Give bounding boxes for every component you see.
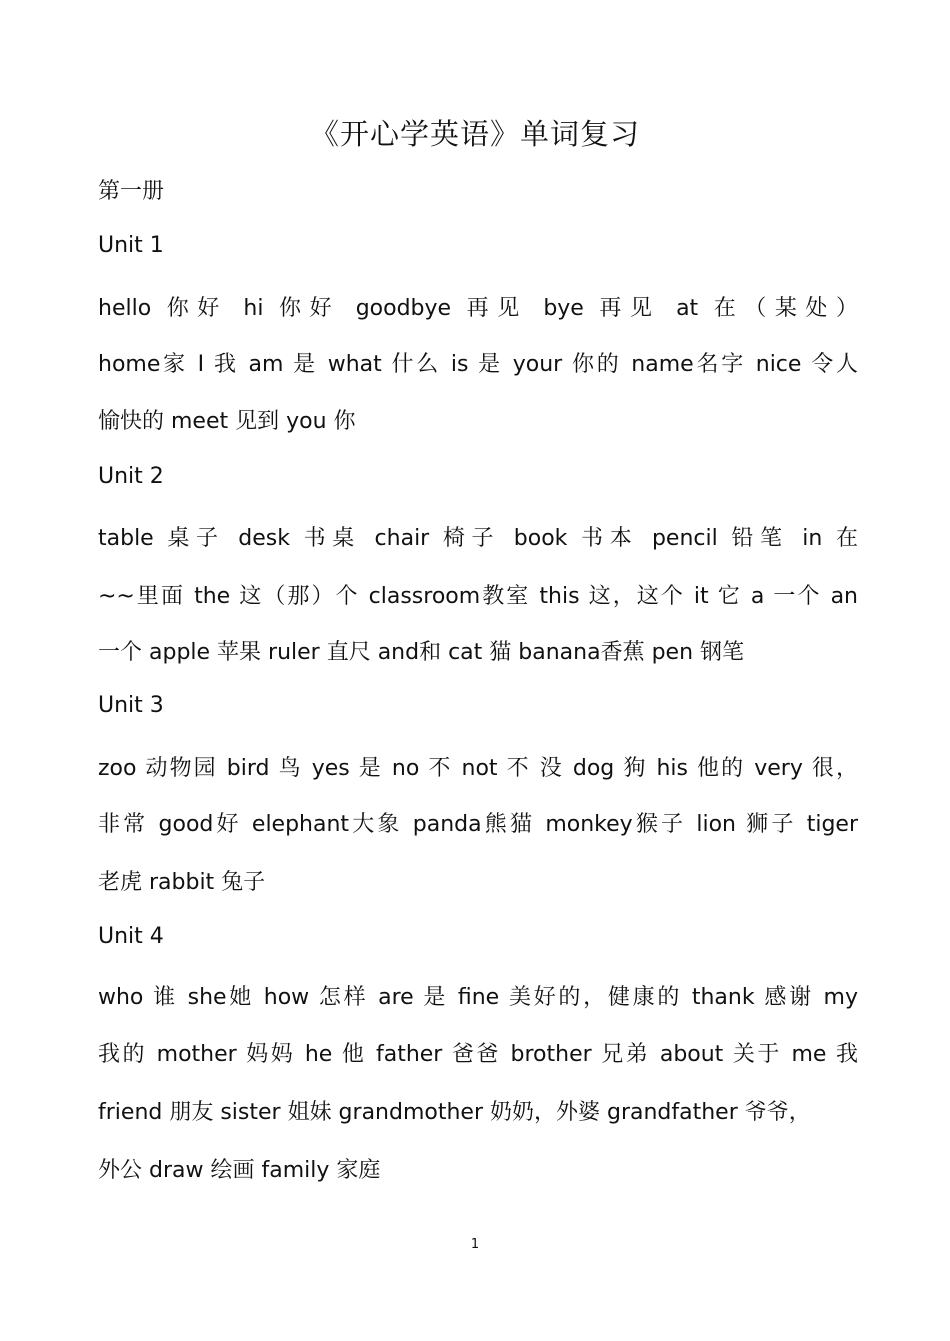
vocab-line: zoo 动物园 bird 鸟 yes 是 no 不 not 不 没 dog 狗 his 他的 very 很， xyxy=(98,756,858,781)
vocab-line: home家 I 我 am 是 what 什么 is 是 your 你的 name名字 nice 令人 xyxy=(98,352,858,377)
vocab-line: 老虎 rabbit 兔子 xyxy=(98,870,266,895)
vocab-line: 外公 draw 绘画 family 家庭 xyxy=(98,1158,381,1183)
volume-heading: 第一册 xyxy=(98,179,165,204)
unit-heading: Unit 1 xyxy=(98,233,164,258)
unit-heading: Unit 3 xyxy=(98,693,164,718)
page-number: 1 xyxy=(470,1237,480,1252)
vocab-line: 非常 good好 elephant大象 panda熊猫 monkey猴子 lion 狮子 tiger xyxy=(98,812,858,837)
vocab-line: 愉快的 meet 见到 you 你 xyxy=(98,409,356,434)
vocab-line: friend 朋友 sister 姐妹 grandmother 奶奶，外婆 grandfather 爷爷， xyxy=(98,1100,811,1125)
vocab-line: who 谁 she她 how 怎样 are 是 fine 美好的，健康的 thank 感谢 my xyxy=(98,985,858,1010)
unit-heading: Unit 2 xyxy=(98,464,164,489)
vocab-line: 我的 mother 妈妈 he 他 father 爸爸 brother 兄弟 about 关于 me 我 xyxy=(98,1042,858,1067)
vocab-line: table 桌子 desk 书桌 chair 椅子 book 书本 pencil 铅笔 in 在 xyxy=(98,526,858,551)
vocab-line: hello 你好 hi 你好 goodbye 再见 bye 再见 at 在（某处） xyxy=(98,296,858,321)
vocab-line: ~~里面 the 这（那）个 classroom教室 this 这，这个 it 它 a 一个 an xyxy=(98,584,858,609)
document-title: 《开心学英语》单词复习 xyxy=(309,117,640,151)
vocab-line: 一个 apple 苹果 ruler 直尺 and和 cat 猫 banana香蕉 pen 钢笔 xyxy=(98,640,745,665)
unit-heading: Unit 4 xyxy=(98,924,164,949)
